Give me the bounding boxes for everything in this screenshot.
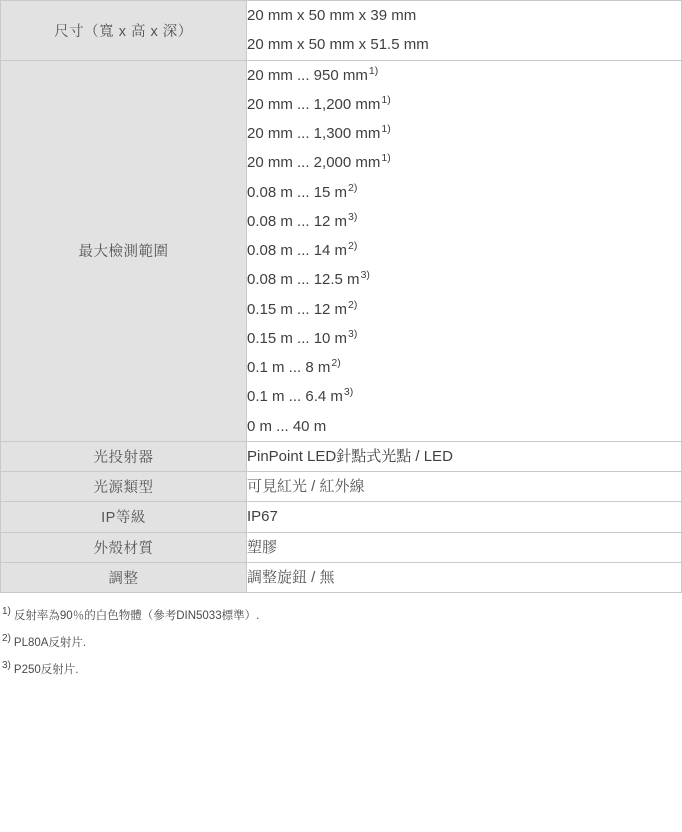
value-line xyxy=(247,563,681,592)
footnotes-section xyxy=(0,593,682,684)
footnote-marker: 2) xyxy=(2,633,11,645)
value-line xyxy=(247,382,681,411)
table-row xyxy=(1,502,682,532)
value-line xyxy=(247,30,681,59)
value-text: 可見紅光 / 紅外線 xyxy=(247,478,365,495)
value-line xyxy=(247,324,681,353)
value-text: 20 mm x 50 mm x 51.5 mm xyxy=(247,36,429,54)
value-line xyxy=(247,442,681,471)
row-value xyxy=(247,502,682,532)
row-label: IP等級 xyxy=(1,502,247,532)
footnote-marker: 1) xyxy=(381,123,391,135)
value-text: 20 mm ... 1,200 mm xyxy=(247,95,381,113)
value-text: 0 m ... 40 m xyxy=(247,417,327,435)
value-text: 調整旋鈕 / 無 xyxy=(247,568,335,586)
value-text: 0.08 m ... 12.5 m xyxy=(247,271,360,289)
table-row xyxy=(1,1,682,61)
table-row xyxy=(1,441,682,471)
footnote-marker: 3) xyxy=(2,660,11,672)
value-text: 塑膠 xyxy=(247,538,278,556)
row-label: 尺寸（寬 x 高 x 深） xyxy=(1,1,247,61)
value-text: 0.08 m ... 15 m xyxy=(247,183,348,201)
value-line xyxy=(247,90,681,119)
footnote-marker: 3) xyxy=(360,269,370,282)
footnote xyxy=(2,603,680,630)
footnote-text: PL80A反射片. xyxy=(13,637,87,650)
row-label: 光源類型 xyxy=(1,472,247,502)
footnote-marker: 3) xyxy=(348,210,358,223)
value-text: 0.08 m ... 12 m xyxy=(247,212,348,230)
footnote-marker: 1) xyxy=(381,93,391,106)
footnote-marker: 2) xyxy=(331,357,341,369)
value-text: 20 mm ... 1,300 mm xyxy=(247,125,381,142)
value-text: 20 mm x 50 mm x 39 mm xyxy=(247,7,417,24)
value-text: 20 mm ... 950 mm xyxy=(247,66,368,84)
value-line xyxy=(247,412,681,441)
row-value xyxy=(247,1,682,61)
value-text: IP67 xyxy=(247,508,278,526)
row-value xyxy=(247,60,682,441)
value-text: PinPoint LED針點式光點 / LED xyxy=(247,447,453,465)
value-text: 0.15 m ... 10 m xyxy=(247,329,348,347)
table-row xyxy=(1,472,682,502)
footnote-text: 反射率為90％的白色物體（參考DIN5033標準）. xyxy=(13,610,260,622)
value-line xyxy=(247,472,681,501)
row-label: 光投射器 xyxy=(1,441,247,471)
value-line xyxy=(247,533,681,562)
value-line xyxy=(247,295,681,324)
row-label: 外殼材質 xyxy=(1,532,247,562)
value-line xyxy=(247,353,681,382)
row-label: 最大檢測範圍 xyxy=(1,60,247,441)
value-line xyxy=(247,236,681,265)
value-text: 0.1 m ... 6.4 m xyxy=(247,388,343,406)
value-text: 0.08 m ... 14 m xyxy=(247,242,348,259)
row-value xyxy=(247,532,682,562)
footnote-marker: 1) xyxy=(368,64,379,77)
table-body xyxy=(1,1,682,593)
footnote-marker: 1) xyxy=(381,152,391,165)
table-row xyxy=(1,60,682,441)
value-line xyxy=(247,61,681,90)
footnote xyxy=(2,630,680,657)
value-line xyxy=(247,178,681,207)
value-line xyxy=(247,1,681,30)
row-label: 調整 xyxy=(1,562,247,592)
footnote-marker: 2) xyxy=(348,298,358,311)
value-line xyxy=(247,119,681,148)
value-line xyxy=(247,265,681,294)
value-line xyxy=(247,207,681,236)
row-value xyxy=(247,562,682,592)
table-row xyxy=(1,532,682,562)
value-text: 0.1 m ... 8 m xyxy=(247,359,331,376)
table-row xyxy=(1,562,682,592)
footnote xyxy=(2,657,680,684)
row-value xyxy=(247,472,682,502)
row-value xyxy=(247,441,682,471)
value-line xyxy=(247,148,681,177)
footnote-marker: 3) xyxy=(348,327,358,340)
value-line xyxy=(247,502,681,531)
footnote-marker: 2) xyxy=(348,240,358,252)
value-text: 20 mm ... 2,000 mm xyxy=(247,154,381,172)
footnote-text: P250反射片. xyxy=(13,664,79,677)
value-text: 0.15 m ... 12 m xyxy=(247,300,348,318)
footnote-marker: 2) xyxy=(348,181,358,194)
footnote-marker: 3) xyxy=(343,386,354,399)
footnote-marker: 1) xyxy=(2,606,11,618)
